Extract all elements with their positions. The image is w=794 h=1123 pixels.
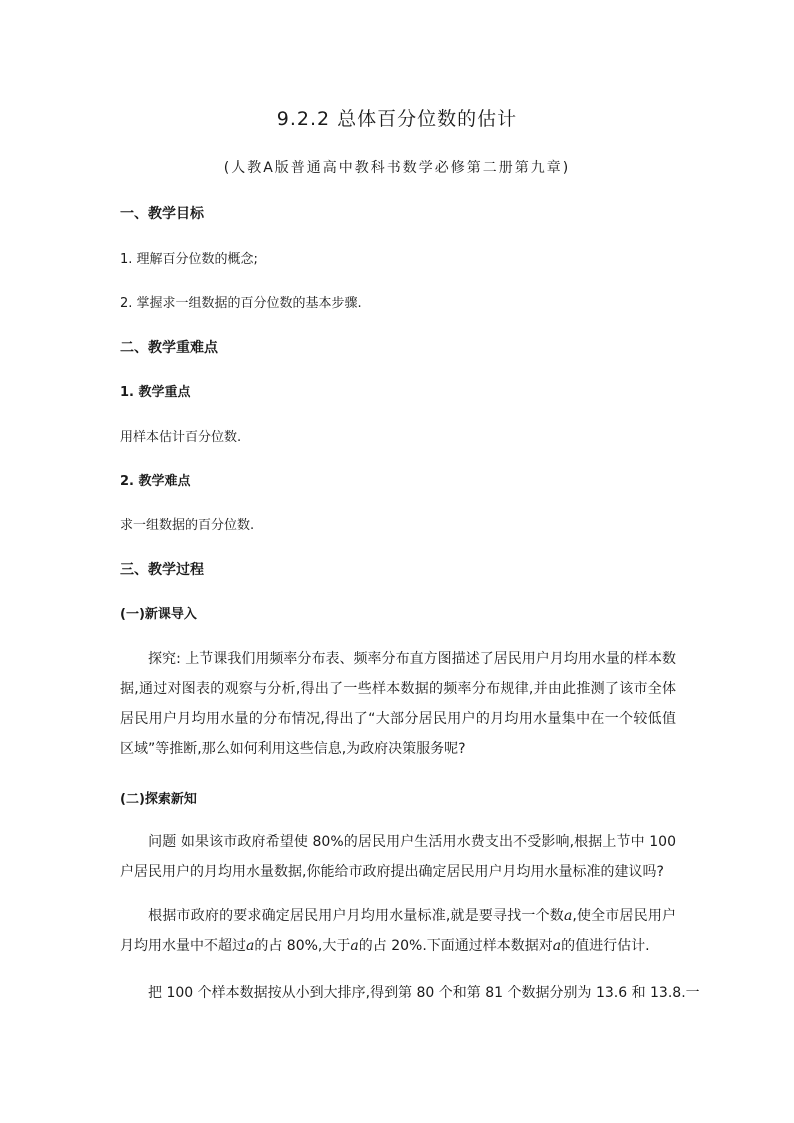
subheading-difficulty: 2. 教学难点	[120, 474, 191, 489]
key-point-text: 用样本估计百分位数.	[120, 430, 242, 445]
objective-item-2: 2. 掌握求一组数据的百分位数的基本步骤.	[120, 296, 362, 311]
objective-item-1: 1. 理解百分位数的概念;	[120, 252, 258, 267]
subheading-explore: (二)探索新知	[120, 792, 197, 807]
section-heading-objectives: 一、教学目标	[120, 206, 204, 222]
difficulty-text: 求一组数据的百分位数.	[120, 518, 255, 533]
subheading-key-point: 1. 教学重点	[120, 385, 191, 400]
analysis-text-c: 的占 80%,大于	[254, 938, 351, 954]
question-text: 问题 如果该市政府希望使 80%的居民用户生活用水费支出不受影响,根据上节中 100户居民用户的月均用水量数据,你能给市政府提出确定居民用户月均用水量标准的建议吗?	[120, 834, 676, 880]
subheading-introduction: (一)新课导入	[120, 607, 197, 622]
section-heading-key-points: 二、教学重难点	[120, 340, 218, 356]
page-title: 9.2.2 总体百分位数的估计	[276, 108, 518, 130]
analysis-text-a: 根据市政府的要求确定居民用户月均用水量标准,就是要寻找一个数	[148, 908, 564, 924]
introduction-paragraph	[120, 644, 676, 764]
variable-a: a	[563, 908, 573, 924]
variable-a: a	[552, 938, 562, 954]
section-heading-process: 三、教学过程	[120, 562, 204, 578]
analysis-text-d: 的占 20%.下面通过样本数据对	[358, 938, 553, 954]
sorting-paragraph	[120, 978, 700, 1008]
analysis-text-b: ,使全市居民用户月均用水量中不超过	[120, 908, 677, 954]
variable-a: a	[246, 938, 255, 954]
analysis-paragraph	[120, 901, 676, 961]
analysis-text-e: 的值进行估计.	[561, 938, 650, 954]
variable-a: a	[350, 938, 359, 954]
question-paragraph	[120, 827, 676, 887]
introduction-text: 探究: 上节课我们用频率分布表、频率分布直方图描述了居民用户月均用水量的样本数据,通过对图表的观察与分析,得出了一些样本数据的频率分布规律,并由此推测了该市全体居民用户月均用水量的分布情况,得出了“大部分居民用户的月均用水量集中在一个较低值区域”等推断,那么如何利用这些信息,为政府决策服务呢?	[120, 651, 676, 757]
page-subtitle: (人教A版普通高中教科书数学必修第二册第九章)	[223, 160, 571, 176]
sorting-text: 把 100 个样本数据按从小到大排序,得到第 80 个和第 81 个数据分别为 13.6 和 13.8.一	[148, 985, 700, 1001]
